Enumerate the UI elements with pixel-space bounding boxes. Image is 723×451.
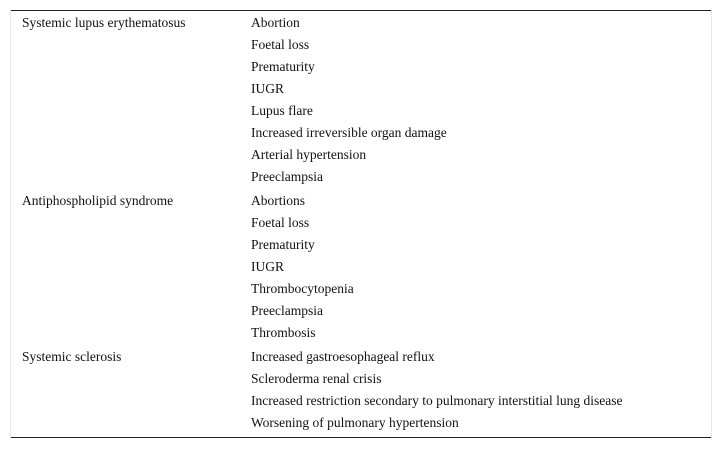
complication-item: Abortion <box>251 15 300 30</box>
disease-cell: Systemic lupus erythematosus <box>22 15 186 30</box>
table-row-ssc <box>11 346 711 436</box>
complications-cell <box>251 190 711 344</box>
complication-item: Arterial hypertension <box>251 147 367 162</box>
complication-item: IUGR <box>251 259 284 274</box>
complication-item: Increased restriction secondary to pulmonary interstitial lung disease <box>251 393 623 408</box>
disease-cell: Antiphospholipid syndrome <box>22 193 174 208</box>
table-row-sle <box>11 12 711 190</box>
table-bottom-rule <box>11 437 711 438</box>
complication-item: Foetal loss <box>251 37 310 52</box>
complication-item: Prematurity <box>251 237 315 252</box>
complication-item: Increased gastroesophageal reflux <box>251 349 435 364</box>
disease-cell: Systemic sclerosis <box>22 349 122 364</box>
complication-item: Thrombosis <box>251 325 316 340</box>
complication-item: Thrombocytopenia <box>251 281 354 296</box>
complication-item: Foetal loss <box>251 215 310 230</box>
complication-item: IUGR <box>251 81 284 96</box>
complication-item: Abortions <box>251 193 305 208</box>
complication-item: Preeclampsia <box>251 169 323 184</box>
complication-item: Lupus flare <box>251 103 313 118</box>
complication-item: Increased irreversible organ damage <box>251 125 447 140</box>
complications-table <box>10 10 712 438</box>
complications-cell <box>251 12 711 188</box>
complication-item: Prematurity <box>251 59 315 74</box>
complication-item: Scleroderma renal crisis <box>251 371 382 386</box>
table-row-aps <box>11 190 711 346</box>
table-top-rule <box>11 10 711 11</box>
complication-item: Preeclampsia <box>251 303 323 318</box>
complication-item: Worsening of pulmonary hypertension <box>251 415 459 430</box>
complications-cell <box>251 346 711 434</box>
